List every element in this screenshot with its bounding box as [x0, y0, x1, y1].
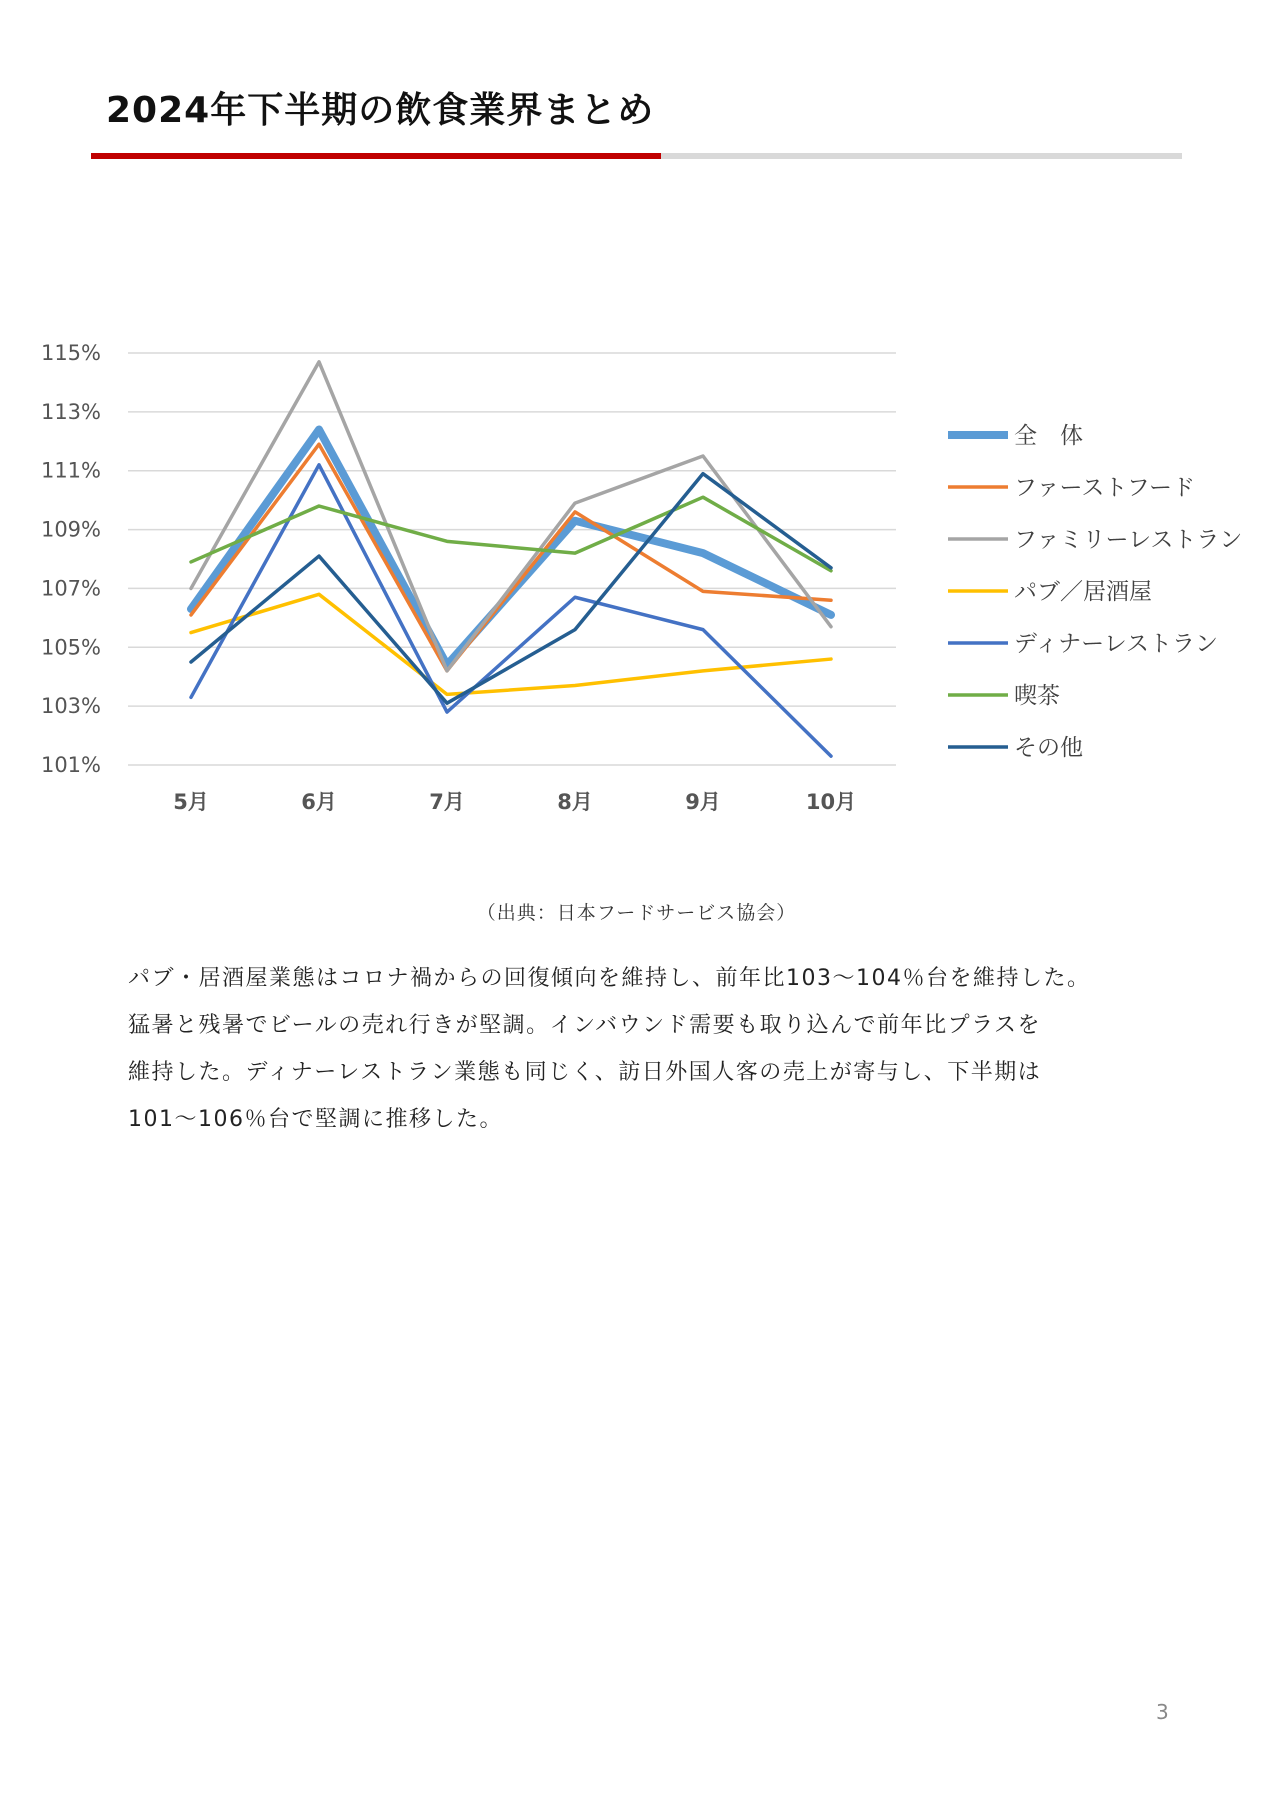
x-tick-label: 5月 [173, 790, 209, 814]
x-tick-label: 6月 [301, 790, 337, 814]
page-number: 3 [1156, 1700, 1169, 1724]
x-tick-label: 8月 [557, 790, 593, 814]
legend-label: 喫茶 [1014, 683, 1060, 709]
legend-label: ディナーレストラン [1014, 631, 1219, 657]
y-tick-label: 113% [40, 399, 101, 424]
legend-label: ファミリーレストラン [1014, 527, 1243, 553]
page-title: 2024年下半期の飲食業界まとめ [106, 90, 655, 131]
x-tick-label: 7月 [429, 790, 465, 814]
series-line [191, 465, 831, 756]
body-line: 猛暑と残暑でビールの売れ行きが堅調。インバウンド需要も取り込んで前年比プラスを [128, 1013, 1041, 1038]
body-line: 維持した。ディナーレストラン業態も同じく、訪日外国人客の売上が寄与し、下半期は [128, 1060, 1042, 1085]
chart-source: （出典：日本フードサービス協会） [476, 902, 797, 924]
y-tick-label: 107% [40, 576, 101, 601]
x-tick-label: 9月 [685, 790, 721, 814]
y-tick-label: 103% [40, 694, 101, 719]
x-axis-labels [173, 790, 856, 814]
body-line: 101〜106％台で堅調に推移した。 [128, 1107, 503, 1132]
title-underline-red [91, 153, 661, 159]
legend [948, 423, 1242, 761]
series-layer [191, 362, 831, 756]
sales-line-chart [0, 300, 1273, 840]
y-tick-label: 105% [40, 635, 101, 660]
legend-label: ファーストフード [1014, 475, 1196, 501]
x-tick-label: 10月 [805, 790, 857, 814]
y-tick-label: 111% [40, 458, 101, 483]
legend-label: パブ／居酒屋 [1014, 579, 1152, 605]
body-line: パブ・居酒屋業態はコロナ禍からの回復傾向を維持し、前年比103〜104％台を維持した。 [128, 966, 1091, 991]
series-line [191, 497, 831, 571]
y-tick-label: 101% [40, 753, 101, 777]
legend-label: 全 体 [1014, 423, 1083, 449]
legend-label: その他 [1014, 735, 1083, 761]
y-tick-label: 109% [40, 517, 101, 542]
series-line [191, 594, 831, 694]
y-tick-label: 115% [40, 341, 101, 365]
y-axis-labels [41, 341, 101, 777]
body-text [128, 955, 1168, 1143]
